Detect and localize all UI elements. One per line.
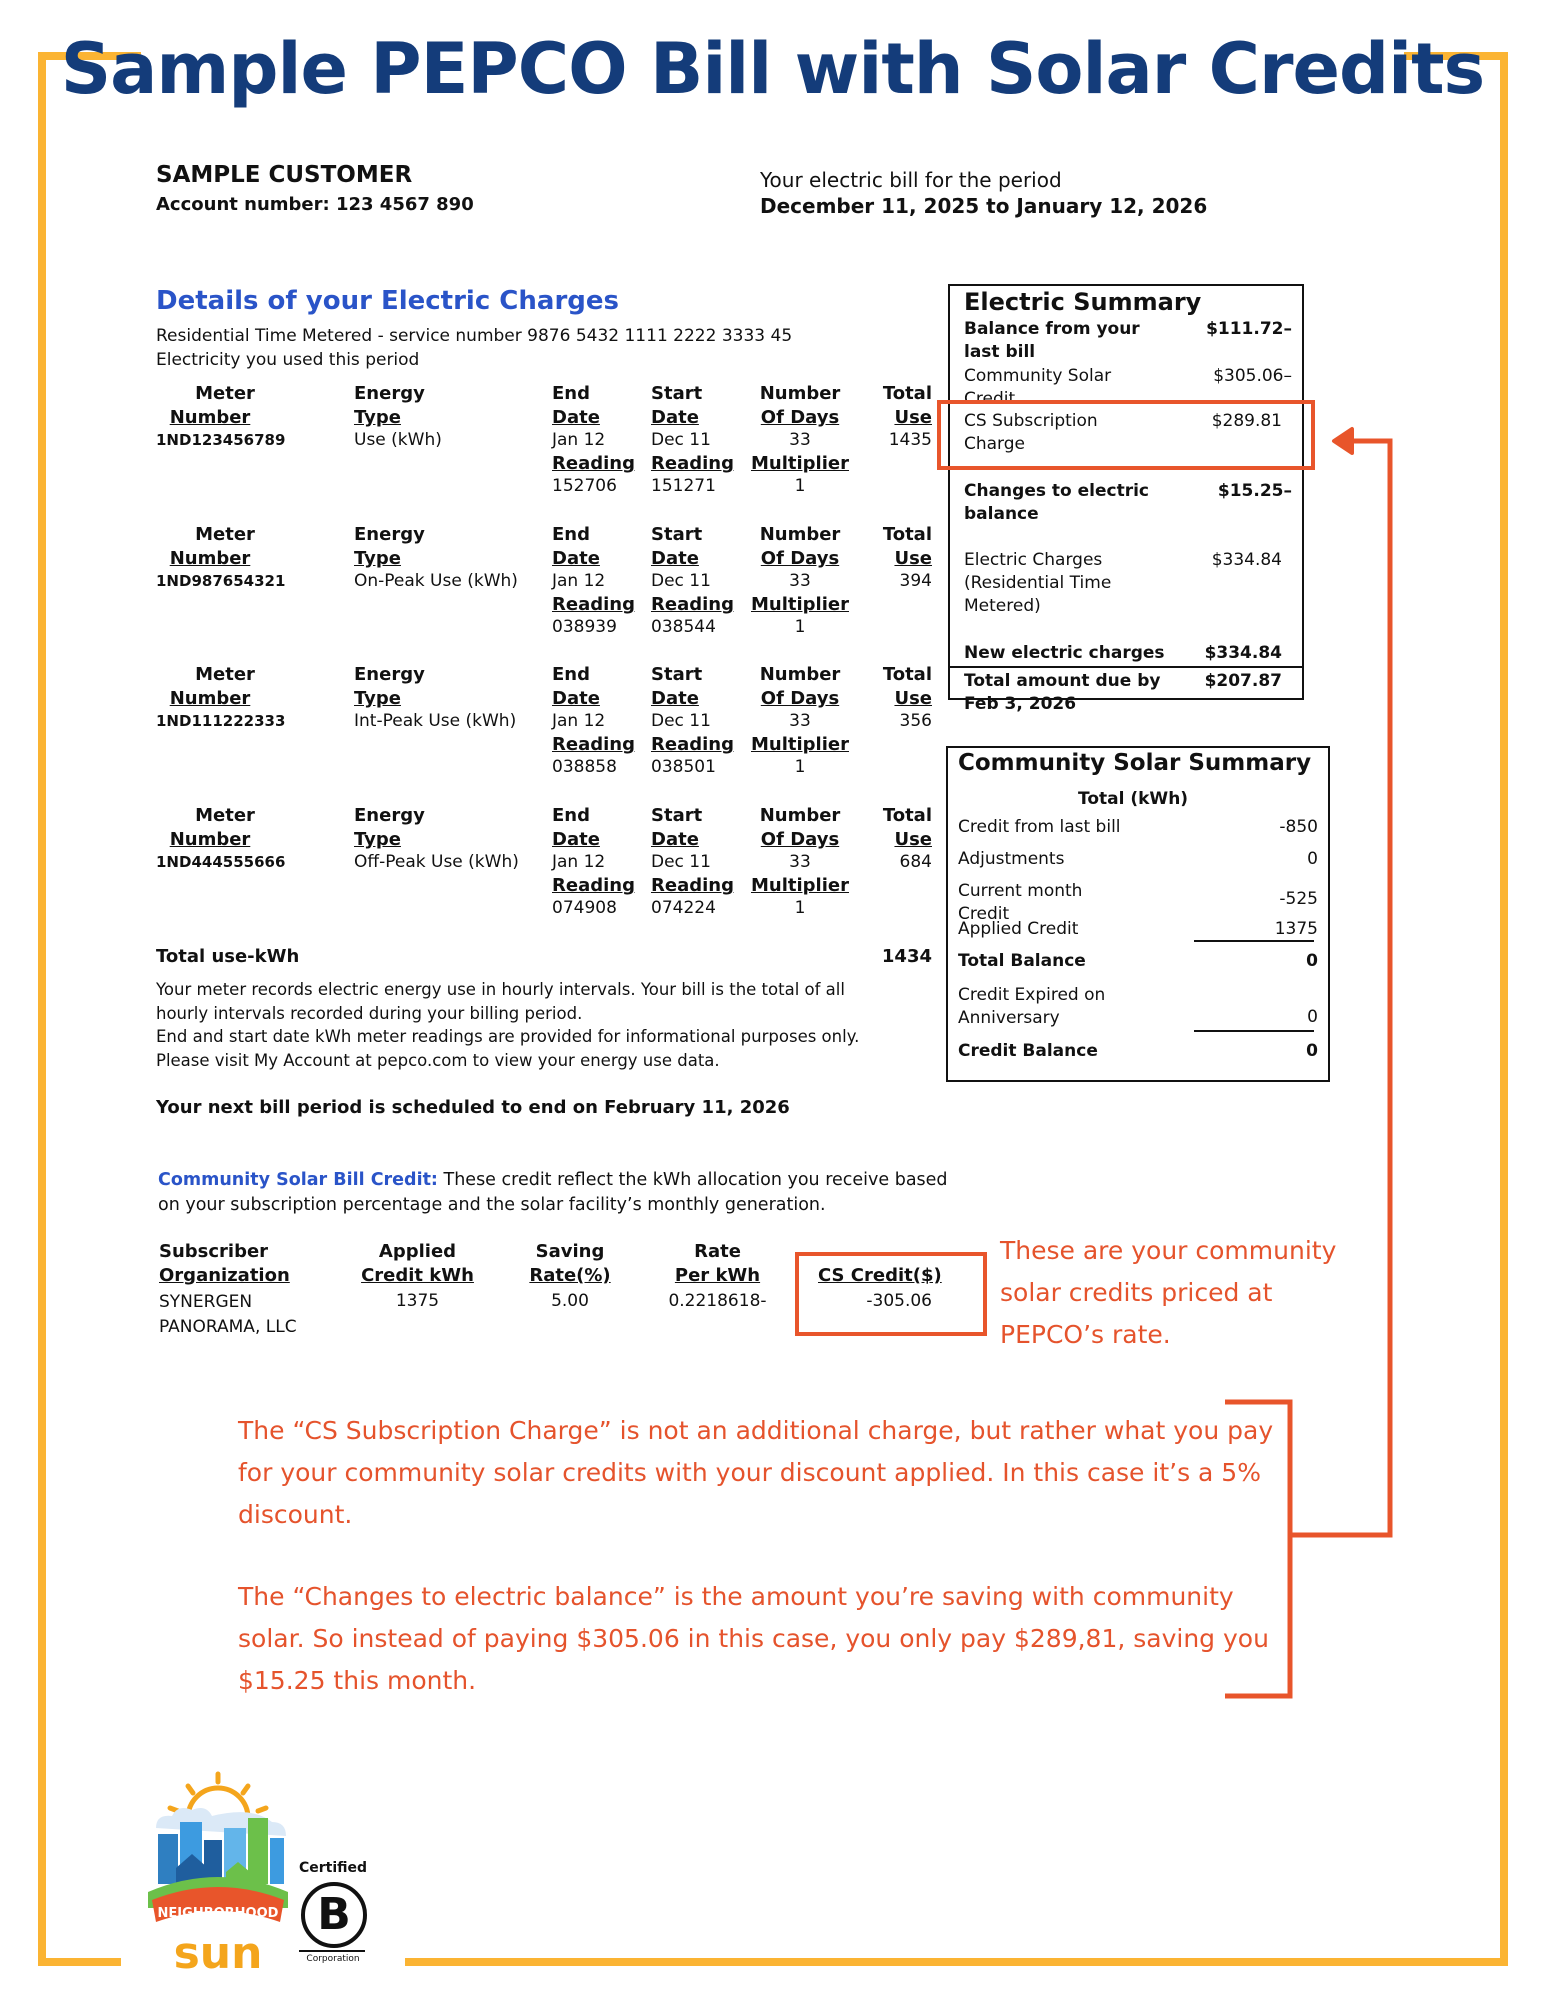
days-header-1: Number	[759, 805, 841, 826]
para-line-3: Please visit My Account at pepco.com to view your energy use data.	[156, 1050, 720, 1070]
start-reading-header: Reading	[651, 875, 734, 896]
end-reading: 152706	[552, 476, 617, 496]
start-reading: 151271	[651, 476, 716, 496]
end-date: Jan 12	[552, 711, 606, 731]
total-use-value: 1434	[881, 946, 932, 967]
total-value: 684	[899, 852, 932, 872]
energy-header-2: Type	[354, 829, 401, 850]
start-header-1: Start	[651, 524, 703, 545]
days-value: 33	[789, 430, 811, 450]
multiplier-value: 1	[794, 898, 806, 918]
total-header-1: Total	[882, 524, 932, 545]
multiplier-value: 1	[794, 476, 806, 496]
energy-type: On-Peak Use (kWh)	[354, 571, 518, 591]
page-title: Sample PEPCO Bill with Solar Credits	[60, 28, 1485, 110]
days-header-1: Number	[759, 664, 841, 685]
meter-number: 1ND987654321	[156, 572, 286, 590]
bcorp-rule	[299, 1950, 365, 1952]
meter-header-2: Number	[169, 688, 251, 709]
saving-rate-value: 5.00	[551, 1291, 589, 1311]
start-reading-header: Reading	[651, 453, 734, 474]
days-value: 33	[789, 852, 811, 872]
bcorp-circle	[301, 1882, 367, 1948]
period-label: Your electric bill for the period	[760, 168, 1062, 192]
days-value: 33	[789, 711, 811, 731]
col-applied-credit: Applied Credit kWh	[361, 1241, 474, 1286]
credits-note: These are your community solar credits priced at PEPCO’s rate.	[1000, 1236, 1337, 1349]
details-title: Details of your Electric Charges	[156, 286, 619, 316]
customer-name: SAMPLE CUSTOMER	[156, 162, 413, 188]
start-reading: 074224	[651, 898, 716, 918]
amount-due-value: $207.87	[1204, 671, 1282, 691]
total-header-1: Total	[882, 664, 932, 685]
end-header-1: End	[552, 664, 590, 685]
cs-bill-credit-desc: These credit reflect the kWh allocation you receive based on your subscription percentage and the solar facility’s monthly generation.	[158, 1170, 948, 1215]
service-line: Residential Time Metered - service number 9876 5432 1111 2222 3333 45	[156, 326, 793, 346]
cs-summary-label: Applied Credit	[958, 919, 1079, 939]
cs-summary-title: Community Solar Summary	[958, 750, 1312, 776]
cs-summary-value: 0	[1307, 849, 1318, 869]
period-dates: December 11, 2025 to January 12, 2026	[760, 194, 1208, 218]
start-reading: 038501	[651, 757, 716, 777]
multiplier-value: 1	[794, 617, 806, 637]
end-reading: 074908	[552, 898, 617, 918]
logo-brand-bottom: sun	[173, 1928, 263, 1979]
start-header-2: Date	[651, 688, 699, 709]
bcorp-logo	[295, 1860, 371, 1972]
end-reading-header: Reading	[552, 875, 635, 896]
energy-header-2: Type	[354, 548, 401, 569]
start-date: Dec 11	[651, 430, 711, 450]
neighborhood-sun-logo	[148, 1768, 288, 1978]
meter-number: 1ND111222333	[156, 712, 286, 730]
electric-summary-title: Electric Summary	[964, 288, 1202, 316]
energy-type: Int-Peak Use (kWh)	[354, 711, 517, 731]
subscription-note: The “CS Subscription Charge” is not an additional charge, but rather what you pay for your community solar credits with your discount applied. In this case it’s a 5% discount.	[238, 1416, 1274, 1529]
start-header-1: Start	[651, 383, 703, 404]
para-line-1: Your meter records electric energy use in hourly intervals. Your bill is the total of all hourly intervals recorded during your billing period.	[156, 980, 845, 1023]
total-value: 1435	[888, 430, 932, 450]
meter-number: 1ND444555666	[156, 853, 286, 871]
end-reading-header: Reading	[552, 594, 635, 615]
changes-note: The “Changes to electric balance” is the amount you’re saving with community solar. So instead of paying $305.06 in this case, you only pay $289,81, saving you $15.25 this month.	[238, 1582, 1269, 1695]
col-org: Subscriber Organization	[159, 1241, 290, 1286]
logo-brand-top: NEIGHBORHOOD	[157, 1906, 279, 1921]
end-date: Jan 12	[552, 852, 606, 872]
total-value: 394	[899, 571, 932, 591]
cs-summary-value: -525	[1279, 889, 1318, 909]
end-reading-header: Reading	[552, 734, 635, 755]
days-header-2: Of Days	[760, 548, 840, 569]
electric-charges-label: Electric Charges (Residential Time Metered)	[964, 550, 1112, 616]
end-reading: 038858	[552, 757, 617, 777]
start-header-2: Date	[651, 829, 699, 850]
col-cs-credit: CS Credit($)	[818, 1265, 942, 1286]
total-header-1: Total	[882, 383, 932, 404]
multiplier-header: Multiplier	[751, 734, 849, 755]
new-charges-value: $334.84	[1204, 643, 1282, 663]
cs-credit-value: $305.06–	[1213, 366, 1292, 386]
start-header-2: Date	[651, 548, 699, 569]
cs-summary-value: 0	[1307, 1007, 1318, 1027]
end-reading-header: Reading	[552, 453, 635, 474]
cs-summary-value: -850	[1279, 817, 1318, 837]
cs-summary-label: Credit Expired on Anniversary	[958, 985, 1106, 1028]
energy-header-1: Energy	[354, 383, 425, 404]
end-date: Jan 12	[552, 571, 606, 591]
start-header-1: Start	[651, 805, 703, 826]
arrow-head-icon	[1334, 429, 1352, 453]
total-value: 356	[899, 711, 932, 731]
days-header-1: Number	[759, 524, 841, 545]
cs-credit-value-cell: -305.06	[866, 1291, 932, 1311]
days-header-2: Of Days	[760, 688, 840, 709]
end-date: Jan 12	[552, 430, 606, 450]
end-header-2: Date	[552, 829, 600, 850]
col-rate: Rate Per kWh	[674, 1241, 761, 1286]
balance-label: Balance from your last bill	[964, 319, 1140, 362]
days-header-1: Number	[759, 383, 841, 404]
total-header-2: Use	[894, 548, 932, 569]
end-header-1: End	[552, 524, 590, 545]
start-reading-header: Reading	[651, 734, 734, 755]
meter-header-2: Number	[169, 829, 251, 850]
meter-number: 1ND123456789	[156, 431, 286, 449]
days-header-2: Of Days	[760, 407, 840, 428]
total-header-2: Use	[894, 688, 932, 709]
start-date: Dec 11	[651, 571, 711, 591]
amount-due-label: Total amount due by Feb 3, 2026	[964, 671, 1161, 714]
cs-summary-value: 0	[1306, 1041, 1318, 1061]
cs-summary-value: 1375	[1274, 919, 1318, 939]
end-reading: 038939	[552, 617, 617, 637]
cs-subscription-label: CS Subscription Charge	[964, 411, 1098, 454]
start-date: Dec 11	[651, 711, 711, 731]
bcorp-corporation: Corporation	[306, 1954, 360, 1964]
days-header-2: Of Days	[760, 829, 840, 850]
meter-header-2: Number	[169, 407, 251, 428]
multiplier-header: Multiplier	[751, 875, 849, 896]
account-number: Account number: 123 4567 890	[156, 194, 474, 215]
total-header-2: Use	[894, 829, 932, 850]
end-header-2: Date	[552, 688, 600, 709]
cs-summary-col: Total (kWh)	[1078, 789, 1189, 809]
energy-header-2: Type	[354, 407, 401, 428]
cs-bill-credit-title: Community Solar Bill Credit:	[158, 1170, 438, 1190]
end-header-2: Date	[552, 407, 600, 428]
meter-header-2: Number	[169, 548, 251, 569]
cs-summary-label: Credit Balance	[958, 1041, 1098, 1061]
meter-header-1: Meter	[195, 664, 255, 685]
applied-credit-value: 1375	[395, 1291, 440, 1311]
multiplier-value: 1	[794, 757, 806, 777]
total-header-1: Total	[882, 805, 932, 826]
start-reading-header: Reading	[651, 594, 734, 615]
cs-summary-label: Credit from last bill	[958, 817, 1121, 837]
energy-type: Off-Peak Use (kWh)	[354, 852, 519, 872]
multiplier-header: Multiplier	[751, 594, 849, 615]
start-reading: 038544	[651, 617, 716, 637]
col-saving-rate: Saving Rate(%)	[529, 1241, 611, 1286]
days-value: 33	[789, 571, 811, 591]
bcorp-certified: Certified	[298, 1860, 368, 1876]
cs-summary-label: Adjustments	[958, 849, 1065, 869]
cs-credit-label: Community Solar Credit	[964, 366, 1112, 409]
start-header-1: Start	[651, 664, 703, 685]
cs-subscription-value: $289.81	[1211, 411, 1282, 431]
energy-header-1: Energy	[354, 524, 425, 545]
balance-value: $111.72–	[1206, 319, 1292, 339]
rate-value: 0.2218618-	[668, 1291, 767, 1311]
start-date: Dec 11	[651, 852, 711, 872]
end-header-1: End	[552, 383, 590, 404]
meter-header-1: Meter	[195, 524, 255, 545]
energy-header-1: Energy	[354, 664, 425, 685]
para-line-2: End and start date kWh meter readings are provided for informational purposes only.	[156, 1027, 860, 1046]
total-header-2: Use	[894, 407, 932, 428]
cs-summary-label: Total Balance	[958, 951, 1086, 971]
energy-header-2: Type	[354, 688, 401, 709]
multiplier-header: Multiplier	[751, 453, 849, 474]
electric-charges-value: $334.84	[1211, 550, 1282, 570]
next-bill-notice: Your next bill period is scheduled to end on February 11, 2026	[156, 1097, 790, 1118]
new-charges-label: New electric charges	[964, 643, 1165, 663]
end-header-2: Date	[552, 548, 600, 569]
changes-label: Changes to electric balance	[964, 481, 1149, 524]
bcorp-letter: B	[317, 1889, 351, 1940]
energy-header-1: Energy	[354, 805, 425, 826]
end-header-1: End	[552, 805, 590, 826]
energy-type: Use (kWh)	[354, 430, 442, 450]
meter-header-1: Meter	[195, 805, 255, 826]
meter-header-1: Meter	[195, 383, 255, 404]
start-header-2: Date	[651, 407, 699, 428]
changes-value: $15.25–	[1217, 481, 1292, 501]
cs-summary-label: Current month Credit	[958, 881, 1083, 924]
usage-line: Electricity you used this period	[156, 350, 420, 370]
total-use-label: Total use-kWh	[156, 946, 300, 967]
cs-summary-value: 0	[1306, 951, 1318, 971]
org-value: SYNERGEN PANORAMA, LLC	[159, 1292, 297, 1337]
connector-line	[1290, 441, 1390, 1535]
note-bracket	[1225, 1402, 1290, 1696]
